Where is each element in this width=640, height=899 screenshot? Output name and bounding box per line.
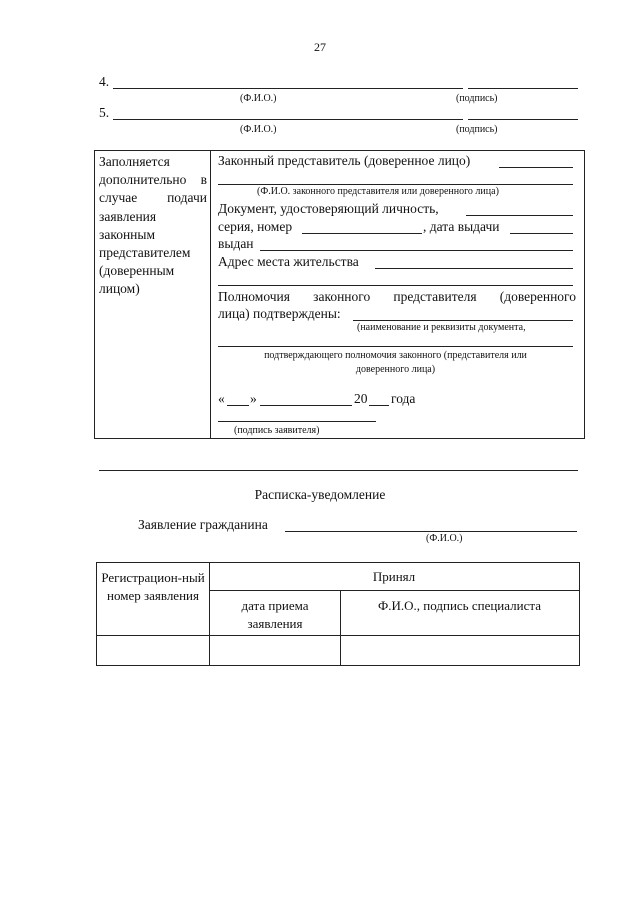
signer-4-index: 4. [99, 74, 110, 89]
table-cell-reg-number[interactable] [97, 636, 209, 664]
applicant-signature-caption: (подпись заявителя) [234, 425, 320, 436]
statement-label: Заявление гражданина [138, 517, 268, 532]
signer-4-signature-line [468, 88, 578, 89]
statement-caption: (Ф.И.О.) [426, 533, 463, 544]
receipt-title: Расписка-уведомление [254, 487, 386, 502]
statement-name-line [285, 531, 577, 532]
date-year-suffix: года [391, 391, 416, 406]
signer-4-fio-line [113, 88, 463, 89]
representative-name-line [499, 167, 573, 168]
issue-date-line [510, 233, 573, 234]
table-header-accepted: Принял [372, 569, 416, 584]
address-label: Адрес места жительства [218, 254, 359, 269]
issued-by-label: выдан [218, 236, 254, 251]
table-cell-date[interactable] [210, 636, 340, 664]
representative-name-line-2 [218, 184, 573, 185]
signer-4-fio-caption: (Ф.И.О.) [240, 93, 277, 104]
signer-5-signature-caption: (подпись) [456, 124, 498, 135]
date-day-line [227, 405, 249, 406]
page-number: 27 [314, 40, 326, 54]
authority-caption-1: (наименование и реквизиты документа, [357, 322, 526, 333]
authority-line [353, 320, 573, 321]
authority-text-line1: Полномочия законного представителя (доверенного [218, 289, 576, 304]
series-number-line [302, 233, 422, 234]
signer-4-signature-caption: (подпись) [456, 93, 498, 104]
date-year-line [369, 405, 389, 406]
table-cell-specialist[interactable] [341, 636, 578, 664]
applicant-signature-line [218, 421, 376, 422]
authority-caption-2: подтверждающего полномочия законного (представителя или [264, 350, 527, 361]
signer-5-fio-caption: (Ф.И.О.) [240, 124, 277, 135]
representative-label: Законный представитель (доверенное лицо) [218, 153, 471, 168]
table-header-date: дата приема заявления [241, 598, 309, 631]
address-line [375, 268, 573, 269]
series-number-label: серия, номер [218, 219, 293, 234]
signer-5-fio-line [113, 119, 463, 120]
id-document-label: Документ, удостоверяющий личность, [218, 201, 439, 216]
representative-divider [210, 150, 211, 438]
authority-text-line2: лица) подтверждены: [218, 306, 341, 321]
date-open-quote: « [218, 391, 225, 406]
date-year-prefix: 20 [354, 391, 368, 406]
signer-5-index: 5. [99, 105, 110, 120]
representative-caption: (Ф.И.О. законного представителя или доверенного лица) [257, 186, 499, 197]
section-separator [99, 470, 578, 471]
address-line-2 [218, 285, 573, 286]
table-header-reg-number: Регистрацион-ный номер заявления [101, 570, 205, 603]
authority-caption-3: доверенного лица) [355, 364, 436, 375]
issue-date-label: , дата выдачи [423, 219, 500, 234]
signer-5-signature-line [468, 119, 578, 120]
date-close-quote: » [250, 391, 257, 406]
date-month-line [260, 405, 352, 406]
authority-line-2 [218, 346, 573, 347]
representative-instructions: Заполняется дополнительно в случае подачи заявления законным представителем (доверенным лицом) [99, 154, 207, 297]
table-accepted-divider [209, 590, 579, 591]
id-document-line [466, 215, 573, 216]
issued-by-line [260, 250, 573, 251]
table-header-specialist: Ф.И.О., подпись специалиста [378, 598, 541, 613]
